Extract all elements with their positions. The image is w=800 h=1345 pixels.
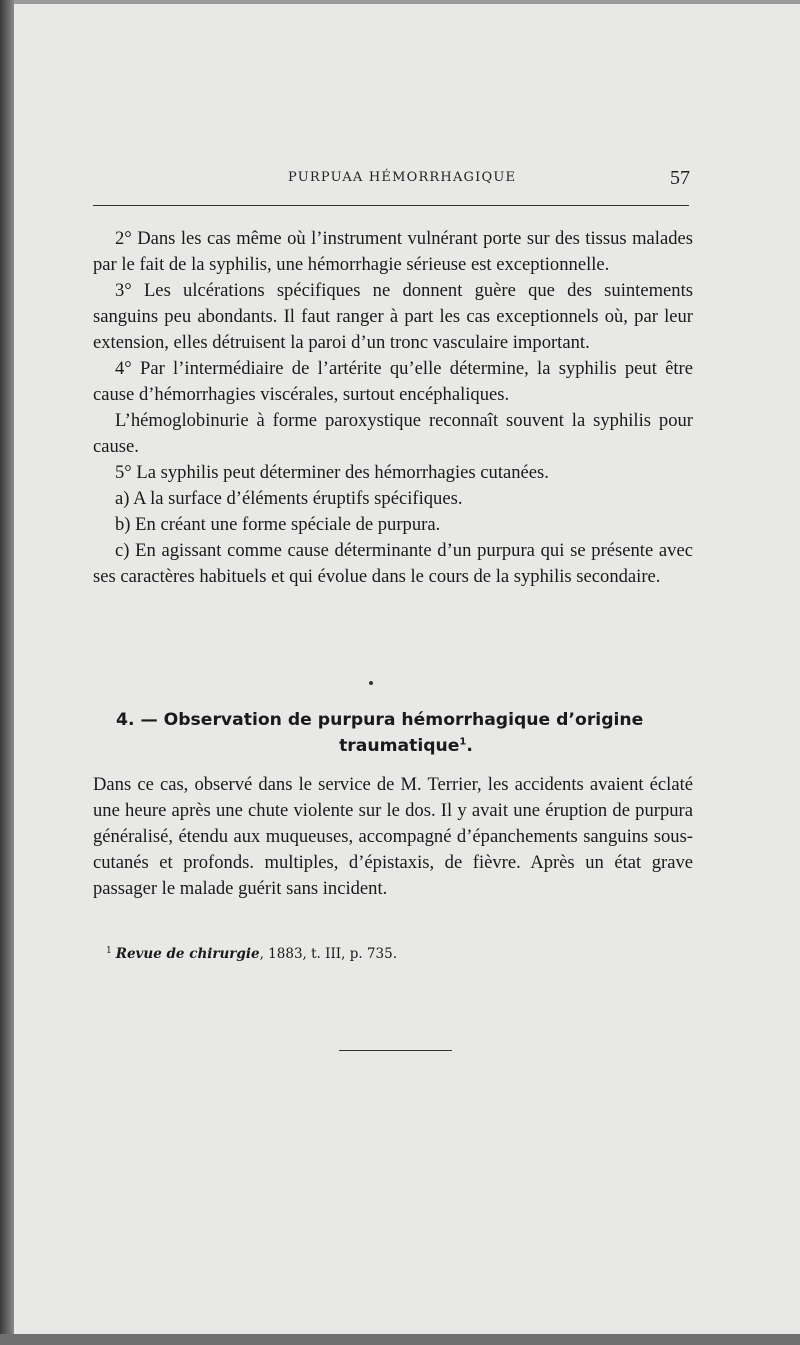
paragraph-2: 2° Dans les cas même où l’instrument vulnérant porte sur des tissus malades par le fait de la syphilis, une hémorrhagie sérieuse est exceptionnelle.: [93, 228, 693, 275]
separator-dot: [369, 681, 373, 685]
observation-text: [93, 772, 693, 902]
footnote: [106, 946, 397, 962]
page-number: 57: [670, 167, 690, 189]
section-heading-line1: 4. — Observation de purpura hémorrhagique d’origine: [116, 710, 644, 730]
footnote-reference[interactable]: 1: [459, 736, 467, 748]
paragraph-4: 4° Par l’intermédiaire de l’artérite qu’elle détermine, la syphilis peut être cause d’hémorrhagies viscérales, surtout encéphaliques.: [93, 358, 693, 405]
paragraph-3: 3° Les ulcérations spécifiques ne donnent guère que des suintements sanguins peu abondants. Il faut ranger à part les cas exceptionnels où, par leur extension, elles détruisent la paroi d’un tronc vasculaire important.: [93, 280, 693, 353]
end-rule: [339, 1050, 452, 1051]
paragraph-b: b) En créant une forme spéciale de purpura.: [115, 514, 441, 535]
body-text: [93, 226, 693, 590]
footnote-citation: , 1883, t. III, p. 735.: [259, 946, 397, 962]
footnote-journal: Revue de chirurgie: [115, 946, 260, 962]
paragraph-hemoglobinurie: L’hémoglobinurie à forme paroxystique reconnaît souvent la syphilis pour cause.: [93, 410, 693, 457]
book-page: [14, 4, 800, 1334]
observation-paragraph: Dans ce cas, observé dans le service de M. Terrier, les accidents avaient éclaté une heure après une chute violente sur le dos. Il y avait une éruption de purpura généralisé, étendu aux muqueuses, accompagné d’épanchements sanguins sous-cutanés et profonds. multiples, d’épistaxis, de fièvre. Après un état grave passager le malade guérit sans incident.: [93, 774, 693, 899]
paragraph-a: a) A la surface d’éléments éruptifs spécifiques.: [115, 488, 463, 509]
section-heading-line2-wrap: traumatique$^1$.: [339, 736, 473, 756]
paragraph-c: c) En agissant comme cause déterminante d’un purpura qui se présente avec ses caractères habituels et qui évolue dans le cours de la syphilis secondaire.: [93, 540, 693, 587]
scan-bottom-edge: [0, 1334, 800, 1345]
footnote-marker: 1: [106, 945, 112, 956]
paragraph-5: 5° La syphilis peut déterminer des hémorrhagies cutanées.: [115, 462, 549, 483]
header-rule: [93, 205, 689, 206]
running-head: PURPUAA HÉMORRHAGIQUE: [288, 170, 517, 185]
scan-page-edge: [0, 0, 14, 1345]
section-heading-line2: traumatique: [339, 736, 460, 756]
section-heading: [116, 707, 676, 759]
